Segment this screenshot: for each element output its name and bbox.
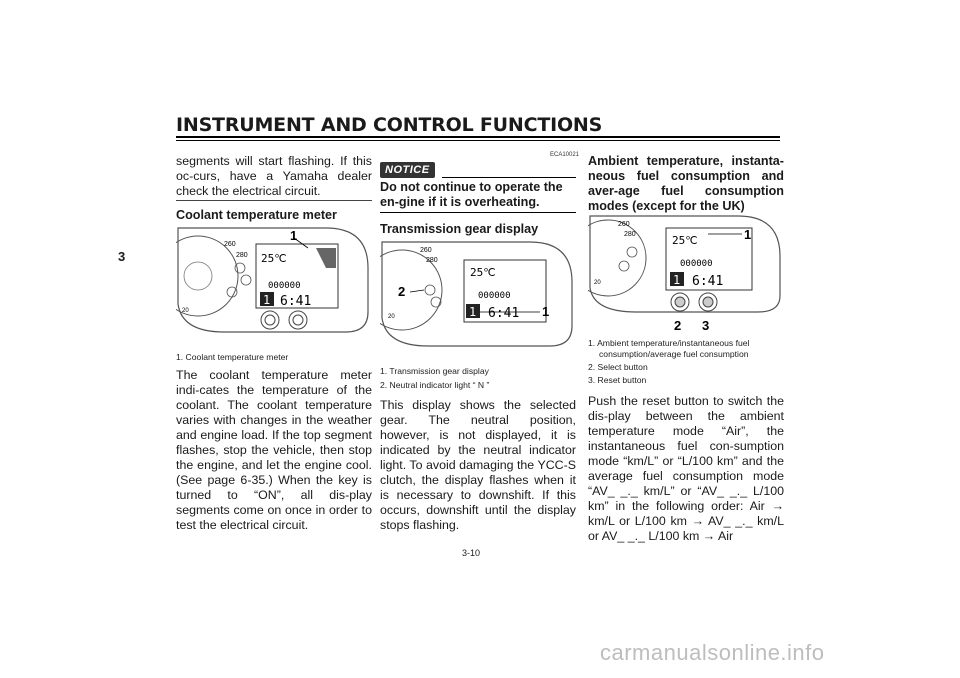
coolant-heading: Coolant temperature meter xyxy=(176,208,337,222)
page-number: 3-10 xyxy=(462,548,481,558)
page-title: INSTRUMENT AND CONTROL FUNCTIONS xyxy=(176,114,603,136)
modes-heading: Ambient temperature, instanta-neous fuel consumption and aver-age fuel consumption modes (except for the UK) xyxy=(588,154,784,213)
gear-heading: Transmission gear display xyxy=(380,222,539,236)
modes-body: Push the reset button to switch the dis-play between the ambient temperature mode “Air”, the instantaneous fuel con-sumption mode “km/L” or “L/100 km” and the average fuel consumption mode “AV_ _._ km/L” or “AV_ _._ L/100 km” in the following order: Air → km/L or L/100 km → AV_ _._ km/L or AV_ _._ L/100 km → Air xyxy=(588,394,784,543)
callout-2: 2 xyxy=(398,284,406,299)
callout-1: 1 xyxy=(542,304,550,319)
gear-caption-2: 2. Neutral indicator light “ N ” xyxy=(380,380,490,390)
chapter-tab: 3 xyxy=(118,249,126,264)
tach-tick-260: 260 xyxy=(420,247,432,254)
tach-tick-280: 280 xyxy=(624,231,636,238)
intro-paragraph: segments will start flashing. If this oc-curs, have a Yamaha dealer check the electrical circuit. xyxy=(176,154,372,198)
notice-end-rule xyxy=(380,212,576,213)
clock-readout: 6:41 xyxy=(488,306,520,321)
modes-dash-figure xyxy=(588,212,784,332)
tach-tick-280: 280 xyxy=(236,252,248,259)
gear-readout: 1 xyxy=(263,293,271,307)
temp-readout: 25℃ xyxy=(261,252,287,265)
gear-caption-1: 1. Transmission gear display xyxy=(380,366,489,376)
modes-caption-2: 2. Select button xyxy=(588,362,648,372)
callout-3: 3 xyxy=(702,318,710,332)
gear-dash-figure xyxy=(380,238,576,354)
gear-readout: 1 xyxy=(469,305,477,319)
title-rule-thin xyxy=(176,140,780,141)
odo-readout: 000000 xyxy=(268,281,301,291)
site-watermark: carmanualsonline.info xyxy=(600,640,825,665)
notice-label: NOTICE xyxy=(380,162,435,178)
temp-readout: 25℃ xyxy=(470,266,496,279)
doc-code: ECA10021 xyxy=(550,152,580,158)
tach-tick-20: 20 xyxy=(594,280,601,286)
modes-caption-3: 3. Reset button xyxy=(588,375,647,385)
clock-readout: 6:41 xyxy=(280,294,312,309)
notice-bar xyxy=(380,160,576,178)
tach-tick-20: 20 xyxy=(388,314,395,320)
callout-1: 1 xyxy=(744,227,752,242)
tach-tick-260: 260 xyxy=(224,241,236,248)
gear-body: This display shows the selected gear. The neutral position, however, is not displayed, it is indicated by the neutral indicator light. To avoid damaging the YCC-S clutch, the display flashes when it is necessary to downshift. If this occurs, downshift until the display stops flashing. xyxy=(380,398,576,532)
notice-text: Do not continue to operate the en-gine if it is overheating. xyxy=(380,180,563,209)
coolant-body: The coolant temperature meter indi-cates the temperature of the coolant. The coolant temperature varies with changes in the weather and engine load. If the top segment flashes, stop the vehicle, then stop the engine, and let the engine cool. (See page 6-35.) When the key is turned to “ON”, all dis-play segments come on once in order to test the electrical circuit. xyxy=(176,368,372,532)
tach-tick-280: 280 xyxy=(426,257,438,264)
odo-readout: 000000 xyxy=(680,259,713,269)
callout-2: 2 xyxy=(674,318,682,332)
section-divider xyxy=(176,200,372,201)
title-rule-thick xyxy=(176,136,780,138)
modes-caption-1-line2: consumption/average fuel consumption xyxy=(599,349,749,359)
coolant-dash-figure xyxy=(176,224,372,340)
tach-tick-260: 260 xyxy=(618,221,630,228)
modes-caption-1 xyxy=(588,338,784,360)
coolant-caption: 1. Coolant temperature meter xyxy=(176,352,289,362)
odo-readout: 000000 xyxy=(478,291,511,301)
tach-tick-20: 20 xyxy=(182,308,189,314)
notice-rule xyxy=(442,177,576,178)
clock-readout: 6:41 xyxy=(692,274,724,289)
temp-readout: 25℃ xyxy=(672,234,698,247)
callout-1: 1 xyxy=(290,228,298,243)
gear-readout: 1 xyxy=(673,273,681,287)
modes-caption-1-line1: 1. Ambient temperature/instantaneous fuel xyxy=(588,338,750,348)
